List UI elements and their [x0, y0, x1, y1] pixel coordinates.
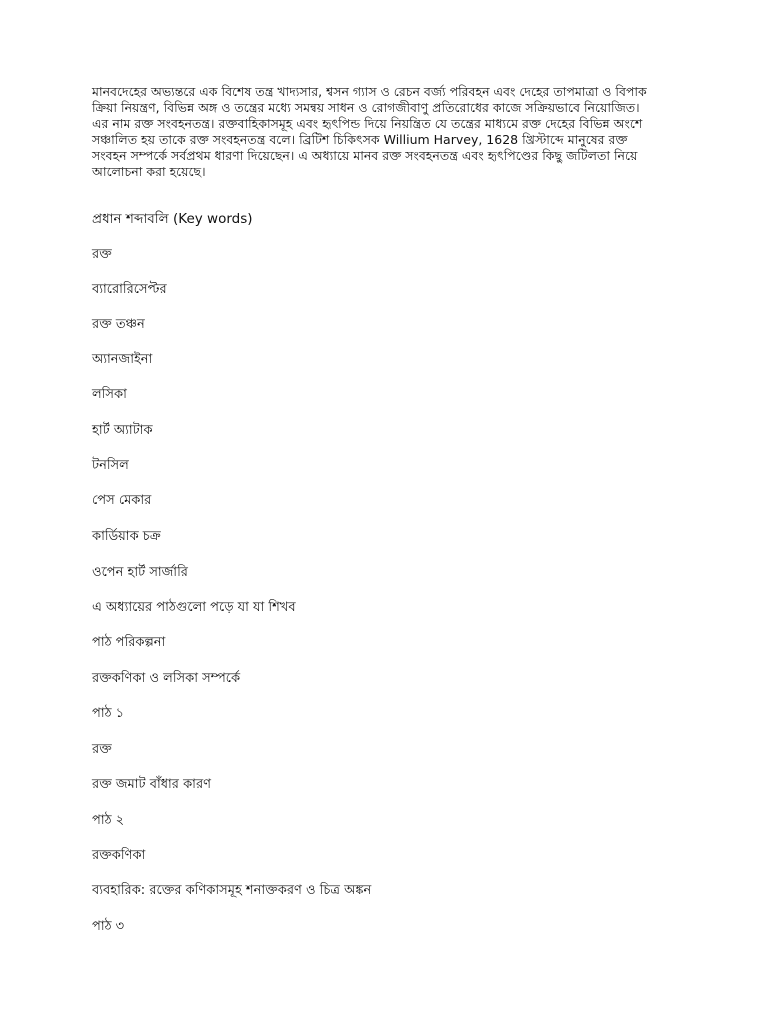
key-word-blood-clotting: রক্ত তঞ্চন [92, 317, 145, 332]
lesson-topic: রক্ত জমাট বাঁধার কারণ [92, 777, 211, 792]
key-word-heart-attack: হার্ট অ্যাটাক [92, 423, 153, 438]
key-word-blood: রক্ত [92, 247, 112, 262]
intro-line: এর নাম রক্ত সংবহনতন্ত্র। রক্তবাহিকাসমূহ এবং হৃৎপিন্ড দিয়ে নিয়ন্ত্রিত যে তন্ত্রের মাধ্যমে রক্ত দেহের বিভিন্ন অংশে [92, 116, 643, 131]
key-word-angina: অ্যানজাইনা [92, 352, 153, 367]
key-word-open-heart-surgery: ওপেন হার্ট সার্জারি [92, 565, 188, 580]
lesson-number: পাঠ ২ [92, 813, 125, 828]
lesson-topic: রক্তকণিকা [92, 848, 146, 863]
key-word-tonsil: টনসিল [92, 458, 129, 473]
intro-line: আলোচনা করা হয়েছে। [92, 164, 206, 179]
key-words-heading: প্রধান শব্দাবলি (Key words) [92, 211, 253, 227]
lesson-plan-title: পাঠ পরিকল্পনা [92, 635, 166, 650]
key-word-baroreceptor: ব্যারোরিসেপ্টর [92, 282, 167, 297]
lesson-number: পাঠ ১ [92, 706, 125, 721]
lesson-topic: রক্ত [92, 742, 112, 757]
lesson-practical: ব্যবহারিক: রক্তের কণিকাসমূহ শনাক্তকরণ ও চিত্র অঙ্কন [92, 883, 372, 898]
intro-line: সঞ্চালিত হয় তাকে রক্ত সংবহনতন্ত্র বলে। ব্রিটিশ চিকিৎসক Willium Harvey, 1628 খ্রিস্টাব্দে মানুষের রক্ত [92, 132, 628, 147]
key-word-lymph: লসিকা [92, 387, 127, 402]
intro-paragraph [92, 84, 692, 180]
section-learning-title: এ অধ্যায়ের পাঠগুলো পড়ে যা যা শিখব [92, 600, 296, 615]
intro-line: মানবদেহের অভ্যন্তরে এক বিশেষ তন্ত্র খাদ্যসার, শ্বসন গ্যাস ও রেচন বর্জ্য পরিবহন এবং দেহের তাপমাত্রা ও বিপাক [92, 84, 647, 99]
lesson-number: পাঠ ৩ [92, 919, 125, 934]
key-word-cardiac-cycle: কার্ডিয়াক চক্র [92, 529, 161, 544]
intro-line: সংবহন সম্পর্কে সর্বপ্রথম ধারণা দিয়েছেন। এ অধ্যায়ে মানব রক্ত সংবহনতন্ত্র এবং হৃৎপিণ্ডের কিছু জটিলতা নিয়ে [92, 148, 638, 163]
lesson-plan-topic: রক্তকণিকা ও লসিকা সম্পর্কে [92, 671, 241, 686]
intro-line: ক্রিয়া নিয়ন্ত্রণ, বিভিন্ন অঙ্গ ও তন্ত্রের মধ্যে সমন্বয় সাধন ও রোগজীবাণু প্রতিরোধের কাজে সক্রিয়ভাবে নিয়োজিত। [92, 100, 640, 115]
key-word-pacemaker: পেস মেকার [92, 493, 152, 508]
